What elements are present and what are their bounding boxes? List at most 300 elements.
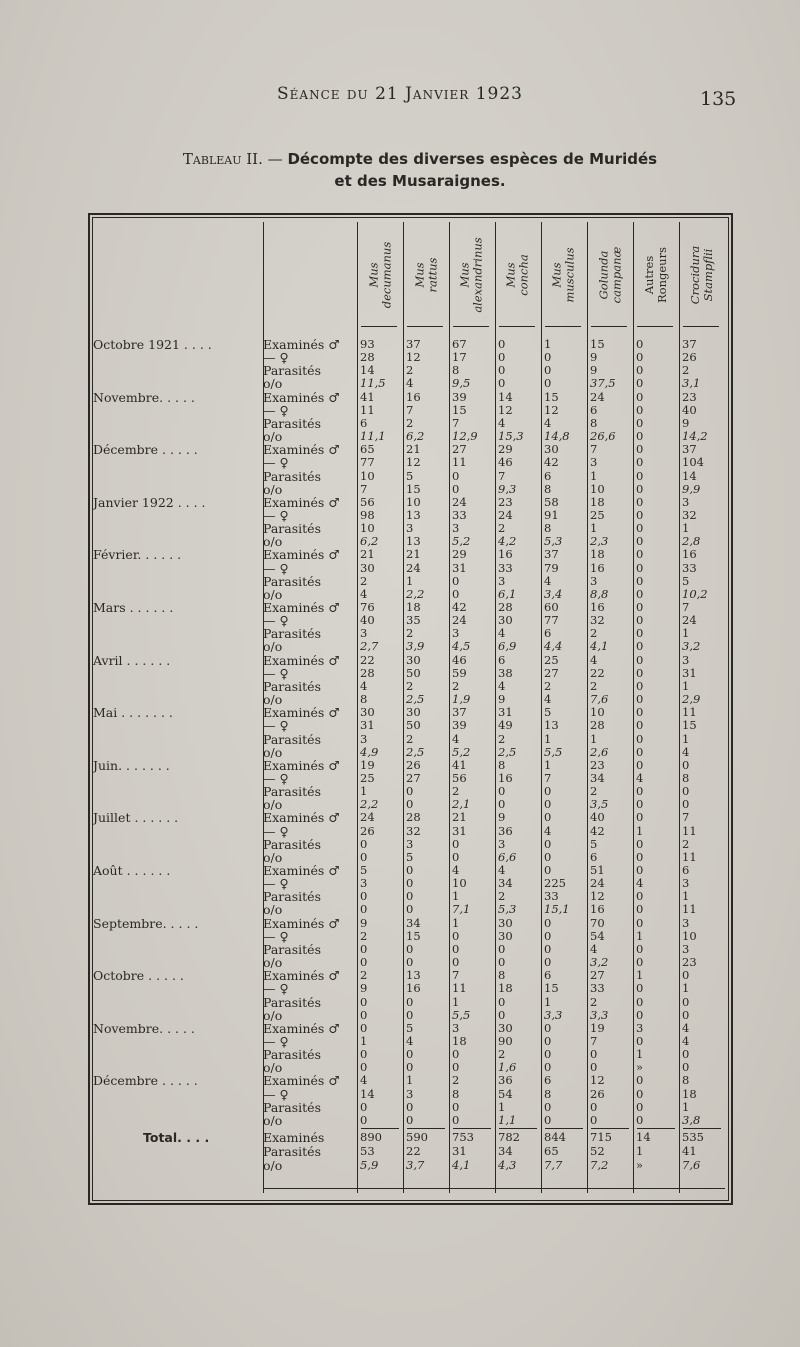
table-cell: 1 <box>544 337 552 351</box>
table-cell: 4 <box>452 731 460 746</box>
table-cell: 3 <box>498 573 506 588</box>
month-label: Juin. . . . . . . <box>93 757 170 773</box>
table-cell: 76 <box>360 600 375 614</box>
row-label: o/o <box>263 481 283 497</box>
table-cell: 0 <box>498 941 506 956</box>
table-cell: 2 <box>406 415 414 430</box>
table-cell: 3,8 <box>682 1112 701 1127</box>
table-cell: 33 <box>682 560 697 575</box>
table-cell: 15 <box>682 718 697 733</box>
table-cell: 14 <box>360 363 375 378</box>
table-cell: 5 <box>682 573 690 588</box>
table-cell: 24 <box>452 613 467 628</box>
table-cell: 0 <box>544 941 552 956</box>
table-cell: 1 <box>636 928 644 943</box>
table-cell: 26 <box>406 757 421 772</box>
table-cell: 1 <box>682 1099 690 1114</box>
header-underline <box>637 326 673 327</box>
table-cell: 98 <box>360 507 375 522</box>
table-cell: 2 <box>452 678 460 693</box>
table-cell: 4,5 <box>452 639 471 654</box>
table-cell: » <box>636 1060 644 1075</box>
table-cell: 10 <box>590 705 605 720</box>
table-cell: 16 <box>406 981 421 996</box>
table-cell: 58 <box>544 494 559 509</box>
row-label: Parasités <box>263 415 321 431</box>
table-cell: 14 <box>498 389 513 404</box>
table-cell: 0 <box>636 836 644 851</box>
table-cell: 49 <box>498 718 513 733</box>
table-cell: 33 <box>544 889 559 904</box>
totals-rule <box>545 1128 583 1129</box>
table-cell: 11 <box>360 402 375 417</box>
table-cell: 2,3 <box>590 534 609 549</box>
table-cell: 16 <box>590 560 605 575</box>
table-cell: 3 <box>452 1020 460 1035</box>
table-cell: 8 <box>544 521 552 536</box>
row-label: — ♀ <box>263 613 289 629</box>
table-cell: 0 <box>636 1086 644 1101</box>
table-cell: 37,5 <box>590 376 616 391</box>
table-cell: 30 <box>406 705 421 720</box>
table-cell: 30 <box>360 705 375 720</box>
column-header <box>450 230 494 320</box>
totals-cell: 4,3 <box>498 1158 517 1172</box>
column-header-line1: Golunda <box>596 250 611 300</box>
table-cell: 2,7 <box>360 639 379 654</box>
table-cell: 3,1 <box>682 376 701 391</box>
month-label: Octobre . . . . . <box>93 968 184 984</box>
table-cell: 1 <box>590 468 598 483</box>
table-cell: 13 <box>406 507 421 522</box>
table-cell: 9 <box>682 415 690 430</box>
header-underline <box>545 326 581 327</box>
row-label: o/o <box>263 744 283 760</box>
table-cell: 30 <box>498 928 513 943</box>
row-label: o/o <box>263 1007 283 1023</box>
table-cell: 1 <box>682 626 690 641</box>
table-cell: 0 <box>636 902 644 917</box>
table-cell: 18 <box>590 494 605 509</box>
table-cell: 2,2 <box>406 586 425 601</box>
table-cell: 7 <box>360 481 368 496</box>
table-cell: 31 <box>682 665 697 680</box>
totals-rule <box>637 1128 675 1129</box>
table-cell: 0 <box>636 757 644 772</box>
table-cell: 2 <box>682 836 690 851</box>
table-cell: 12 <box>544 402 559 417</box>
table-cell: 0 <box>452 836 460 851</box>
table-cell: 1 <box>544 757 552 772</box>
table-bottom-rule <box>263 1188 725 1189</box>
table-cell: 6,2 <box>406 429 425 444</box>
table-cell: 0 <box>636 1073 644 1088</box>
row-label: Parasités <box>263 784 321 800</box>
table-cell: 2 <box>360 928 368 943</box>
table-cell: 4 <box>406 1033 414 1048</box>
table-cell: 0 <box>406 1047 414 1062</box>
table-cell: 28 <box>360 665 375 680</box>
table-cell: 8 <box>682 1073 690 1088</box>
table-cell: 36 <box>498 1073 513 1088</box>
totals-cell: 3,7 <box>406 1158 425 1172</box>
table-cell: 4 <box>498 863 506 877</box>
table-cell: 0 <box>682 1060 690 1075</box>
header-underline <box>453 326 489 327</box>
table-cell: 50 <box>406 718 421 733</box>
table-cell: 13 <box>544 718 559 733</box>
table-cell: 12 <box>406 455 421 470</box>
column-header-text <box>459 237 485 312</box>
row-label: — ♀ <box>263 350 289 366</box>
table-cell: 37 <box>452 705 467 720</box>
table-cell: 0 <box>452 481 460 496</box>
column-header-line2: rattus <box>425 257 439 293</box>
table-caption <box>140 148 700 192</box>
table-cell: 16 <box>406 389 421 404</box>
table-cell: 0 <box>544 376 552 391</box>
table-cell: 40 <box>590 810 605 825</box>
totals-cell: 34 <box>498 1144 513 1158</box>
row-label: Examinés ♂ <box>263 863 340 878</box>
table-cell: 4 <box>590 941 598 956</box>
table-cell: 0 <box>636 547 644 562</box>
row-label: Examinés ♂ <box>263 442 340 458</box>
table-cell: 0 <box>636 573 644 588</box>
table-cell: 41 <box>452 757 467 772</box>
table-cell: 56 <box>452 770 467 785</box>
table-cell: 9 <box>590 350 598 365</box>
table-cell: 0 <box>636 652 644 667</box>
table-cell: 0 <box>360 836 368 851</box>
table-cell: 4,9 <box>360 744 379 759</box>
table-cell: 0 <box>590 1099 598 1114</box>
table-cell: 7 <box>498 468 506 483</box>
row-label: o/o <box>263 797 283 813</box>
table-cell: 67 <box>452 337 467 351</box>
table-cell: 25 <box>544 652 559 667</box>
table-cell: 6 <box>590 849 598 864</box>
table-cell: 3 <box>406 1086 414 1101</box>
month-label: Janvier 1922 . . . . <box>93 494 206 510</box>
table-cell: 3 <box>682 941 690 956</box>
table-cell: 14 <box>360 1086 375 1101</box>
column-header <box>358 230 402 320</box>
table-cell: 0 <box>544 363 552 378</box>
table-cell: 0 <box>544 928 552 943</box>
table-cell: 93 <box>360 337 375 351</box>
table-cell: 30 <box>498 915 513 930</box>
table-cell: 3,5 <box>590 797 609 812</box>
table-cell: 0 <box>636 402 644 417</box>
table-cell: 32 <box>406 823 421 838</box>
table-cell: 3 <box>590 455 598 470</box>
table-cell: 8 <box>544 481 552 496</box>
table-cell: 23 <box>682 389 697 404</box>
month-label: Novembre. . . . . <box>93 389 195 405</box>
table-cell: 0 <box>544 849 552 864</box>
totals-rule <box>407 1128 445 1129</box>
table-cell: 9 <box>360 981 368 996</box>
table-cell: 12,9 <box>452 429 478 444</box>
table-cell: 13 <box>406 968 421 983</box>
table-cell: 0 <box>636 744 644 759</box>
table-cell: 3 <box>406 521 414 536</box>
table-cell: 6,6 <box>498 849 517 864</box>
table-cell: 2 <box>406 731 414 746</box>
table-cell: 0 <box>360 1112 368 1127</box>
table-cell: 0 <box>544 1060 552 1075</box>
table-cell: 0 <box>636 1112 644 1127</box>
column-header <box>588 230 632 320</box>
row-label: — ♀ <box>263 928 289 944</box>
table-cell: 1 <box>682 731 690 746</box>
row-label: Parasités <box>263 1047 321 1063</box>
month-label: Octobre 1921 . . . . <box>93 337 212 352</box>
column-header-text <box>597 247 623 304</box>
table-cell: 9 <box>590 363 598 378</box>
row-label: Parasités <box>263 1099 321 1115</box>
row-label: Examinés ♂ <box>263 547 340 563</box>
table-cell: 5 <box>406 1020 414 1035</box>
totals-cell: 7,7 <box>544 1158 563 1172</box>
table-cell: 0 <box>360 902 368 917</box>
table-cell: 6 <box>360 415 368 430</box>
table-cell: 23 <box>682 955 697 970</box>
table-cell: 3,3 <box>590 1007 609 1022</box>
table-cell: 33 <box>452 507 467 522</box>
table-cell: 11 <box>452 455 467 470</box>
table-cell: 3,2 <box>590 955 609 970</box>
table-cell: 7 <box>452 968 460 983</box>
row-label: o/o <box>263 1112 283 1128</box>
table-cell: 33 <box>498 560 513 575</box>
table-cell: 37 <box>682 442 697 457</box>
table-cell: 104 <box>682 455 704 470</box>
table-row <box>0 1113 800 1129</box>
table-cell: 10,2 <box>682 586 708 601</box>
table-cell: 12 <box>406 350 421 365</box>
table-cell: 0 <box>636 481 644 496</box>
table-cell: 24 <box>590 389 605 404</box>
table-cell: 0 <box>636 626 644 641</box>
table-cell: 91 <box>544 507 559 522</box>
table-cell: 0 <box>452 468 460 483</box>
table-cell: 0 <box>544 1020 552 1035</box>
table-cell: 12 <box>498 402 513 417</box>
page-number: 135 <box>700 88 737 110</box>
table-cell: 8 <box>452 1086 460 1101</box>
table-cell: 0 <box>636 363 644 378</box>
table-cell: 0 <box>406 1112 414 1127</box>
table-cell: 46 <box>498 455 513 470</box>
table-cell: 0 <box>498 1007 506 1022</box>
table-cell: 4 <box>498 626 506 641</box>
table-cell: 4,1 <box>590 639 609 654</box>
table-cell: 12 <box>590 1073 605 1088</box>
table-cell: 1 <box>590 521 598 536</box>
table-cell: 6 <box>590 402 598 417</box>
table-cell: 24 <box>452 494 467 509</box>
month-label: Septembre. . . . . <box>93 915 199 931</box>
table-cell: 0 <box>636 429 644 444</box>
table-cell: 11 <box>682 705 697 720</box>
row-label: o/o <box>263 849 283 865</box>
table-cell: 0 <box>682 1047 690 1062</box>
table-cell: 39 <box>452 389 467 404</box>
table-cell: 0 <box>498 994 506 1009</box>
column-header-line2: campanæ <box>609 246 624 304</box>
table-cell: 0 <box>406 876 414 891</box>
table-cell: 0 <box>682 1007 690 1022</box>
table-cell: 33 <box>590 981 605 996</box>
table-cell: 12 <box>590 889 605 904</box>
table-cell: 4 <box>682 1033 690 1048</box>
table-cell: 4,2 <box>498 534 517 549</box>
table-cell: 27 <box>452 442 467 457</box>
table-cell: 77 <box>360 455 375 470</box>
table-cell: 7 <box>682 600 690 614</box>
table-cell: 3 <box>636 1020 644 1035</box>
table-cell: 6 <box>544 1073 552 1088</box>
table-cell: 7 <box>544 770 552 785</box>
table-cell: 0 <box>636 810 644 825</box>
table-cell: 70 <box>590 915 605 930</box>
table-cell: 6 <box>544 968 552 983</box>
table-cell: 3 <box>682 494 690 509</box>
row-label: o/o <box>263 955 283 971</box>
table-cell: 23 <box>590 757 605 772</box>
table-cell: 6,9 <box>498 639 517 654</box>
table-cell: 0 <box>636 639 644 654</box>
month-label: Décembre . . . . . <box>93 442 198 458</box>
table-cell: 2,1 <box>452 797 471 812</box>
table-cell: 25 <box>590 507 605 522</box>
table-cell: 31 <box>452 823 467 838</box>
table-cell: 2 <box>590 994 598 1009</box>
table-cell: 19 <box>360 757 375 772</box>
table-cell: 1 <box>452 889 460 904</box>
table-cell: 22 <box>590 665 605 680</box>
table-cell: 2,8 <box>682 534 701 549</box>
table-cell: 0 <box>636 955 644 970</box>
table-cell: 18 <box>682 1086 697 1101</box>
table-cell: 0 <box>636 678 644 693</box>
row-label: o/o <box>263 639 283 655</box>
table-cell: 54 <box>498 1086 513 1101</box>
table-cell: 1 <box>452 915 460 930</box>
row-label: Examinés ♂ <box>263 810 340 826</box>
table-cell: 60 <box>544 600 559 614</box>
table-cell: 0 <box>498 797 506 812</box>
row-label: — ♀ <box>263 560 289 576</box>
table-cell: 0 <box>406 955 414 970</box>
table-cell: 0 <box>406 1099 414 1114</box>
totals-cell: 14 <box>636 1130 651 1144</box>
table-cell: 0 <box>360 1020 368 1035</box>
table-cell: 24 <box>682 613 697 628</box>
table-cell: 3 <box>360 876 368 891</box>
table-cell: 5,2 <box>452 534 471 549</box>
totals-cell: 7,6 <box>682 1158 701 1172</box>
row-label: — ♀ <box>263 770 289 786</box>
table-cell: 0 <box>636 389 644 404</box>
table-cell: 24 <box>498 507 513 522</box>
row-label: Parasités <box>263 678 321 694</box>
table-cell: 10 <box>360 468 375 483</box>
table-cell: 30 <box>498 1020 513 1035</box>
table-cell: 28 <box>406 810 421 825</box>
table-cell: 0 <box>682 797 690 812</box>
table-cell: 0 <box>636 784 644 799</box>
table-cell: 0 <box>682 994 690 1009</box>
table-cell: 9 <box>498 692 506 707</box>
table-cell: 2,5 <box>406 744 425 759</box>
table-cell: 0 <box>590 1112 598 1127</box>
table-cell: 15 <box>406 481 421 496</box>
table-cell: 0 <box>636 442 644 457</box>
totals-cell: 753 <box>452 1130 474 1144</box>
table-cell: 0 <box>452 928 460 943</box>
table-cell: 59 <box>452 665 467 680</box>
row-label: o/o <box>263 534 283 550</box>
table-cell: 7,1 <box>452 902 471 917</box>
column-header <box>404 230 448 320</box>
month-label: Décembre . . . . . <box>93 1073 198 1089</box>
row-label: — ♀ <box>263 665 289 681</box>
table-cell: 0 <box>636 534 644 549</box>
table-cell: 1,6 <box>498 1060 517 1075</box>
table-cell: 5 <box>406 849 414 864</box>
month-label: Août . . . . . . <box>93 863 171 878</box>
row-label: Examinés ♂ <box>263 968 340 984</box>
table-cell: 0 <box>360 1060 368 1075</box>
table-cell: 77 <box>544 613 559 628</box>
table-cell: 15 <box>406 928 421 943</box>
table-cell: 4 <box>360 678 368 693</box>
table-cell: 50 <box>406 665 421 680</box>
table-cell: 4 <box>452 863 460 877</box>
table-cell: 2 <box>360 573 368 588</box>
table-cell: 0 <box>636 521 644 536</box>
table-cell: 8 <box>590 415 598 430</box>
column-header-text <box>505 254 531 295</box>
table-cell: 10 <box>682 928 697 943</box>
table-cell: 0 <box>498 784 506 799</box>
row-label: — ♀ <box>263 981 289 997</box>
table-cell: 5,3 <box>498 902 517 917</box>
table-cell: 7 <box>590 442 598 457</box>
totals-cell: 7,2 <box>590 1158 609 1172</box>
table-cell: 4 <box>682 1020 690 1035</box>
table-cell: 0 <box>452 849 460 864</box>
table-cell: 3 <box>360 731 368 746</box>
table-cell: 1 <box>682 678 690 693</box>
table-cell: 5 <box>590 836 598 851</box>
totals-cell: 52 <box>590 1144 605 1158</box>
table-cell: 34 <box>590 770 605 785</box>
row-label: — ♀ <box>263 507 289 523</box>
table-cell: 0 <box>636 718 644 733</box>
table-cell: 0 <box>406 1060 414 1075</box>
totals-cell: 53 <box>360 1144 375 1158</box>
table-cell: 2 <box>498 889 506 904</box>
table-cell: 0 <box>636 994 644 1009</box>
table-cell: 4 <box>636 876 644 891</box>
table-cell: 39 <box>452 718 467 733</box>
row-label: Parasités <box>263 731 321 747</box>
totals-cell: 715 <box>590 1130 612 1144</box>
